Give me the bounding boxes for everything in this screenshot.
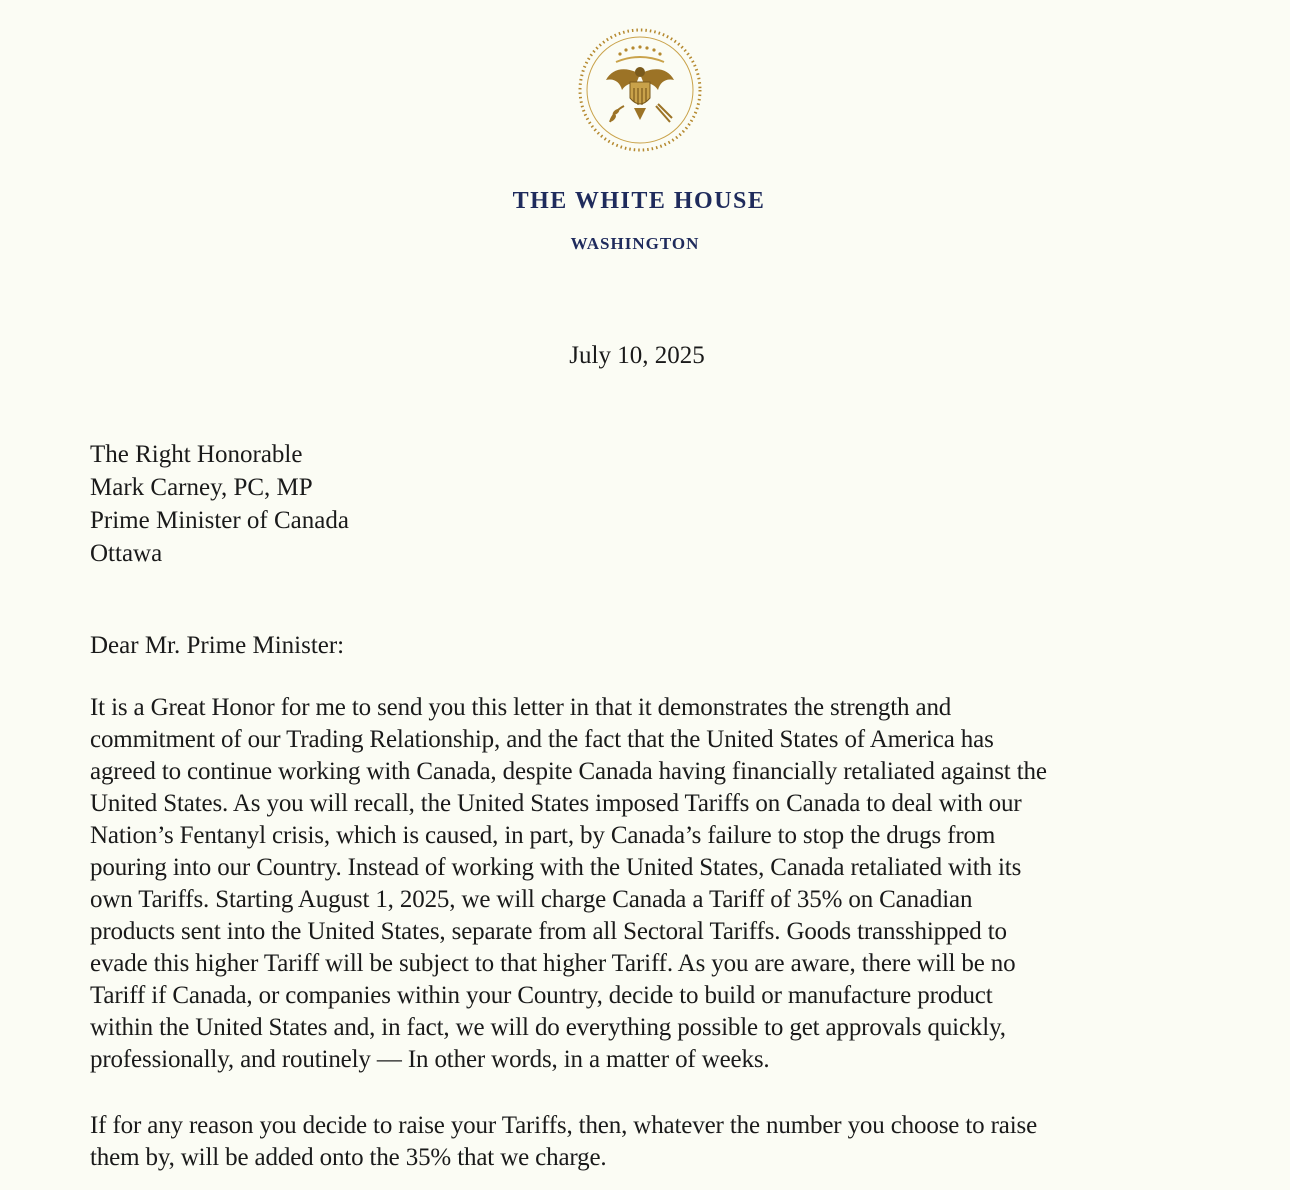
body-line: professionally, and routinely — In other words, in a matter of weeks. xyxy=(90,1046,770,1073)
body-line: Nation’s Fentanyl crisis, which is caused, in part, by Canada’s failure to stop the drugs from xyxy=(90,822,996,849)
recipient-address xyxy=(90,438,349,570)
body-line: evade this higher Tariff will be subject to that higher Tariff. As you are aware, there will be no xyxy=(90,950,1016,977)
recipient-line: Mark Carney, PC, MP xyxy=(90,474,313,501)
body-line: within the United States and, in fact, we will do everything possible to get approvals quickly, xyxy=(90,1014,1006,1041)
recipient-line: Ottawa xyxy=(90,540,163,567)
body-paragraph-2 xyxy=(90,1110,1200,1174)
body-line: pouring into our Country. Instead of working with the United States, Canada retaliated with its xyxy=(90,854,1022,881)
body-line: agreed to continue working with Canada, despite Canada having financially retaliated against the xyxy=(90,758,1047,785)
body-line: United States. As you will recall, the United States imposed Tariffs on Canada to deal with our xyxy=(90,790,1022,817)
letterhead-org-name: THE WHITE HOUSE xyxy=(512,188,766,214)
body-line: commitment of our Trading Relationship, and the fact that the United States of America has xyxy=(90,726,994,753)
body-line: them by, will be added onto the 35% that we charge. xyxy=(90,1144,607,1171)
body-line: Tariff if Canada, or companies within your Country, decide to build or manufacture product xyxy=(90,982,993,1009)
letter-date: July 10, 2025 xyxy=(569,342,705,369)
presidential-seal-icon xyxy=(576,26,704,154)
body-paragraph-1 xyxy=(90,692,1200,1076)
letterhead-city: WASHINGTON xyxy=(570,234,700,253)
body-line: products sent into the United States, separate from all Sectoral Tariffs. Goods transshipped to xyxy=(90,918,1007,945)
body-line: If for any reason you decide to raise your Tariffs, then, whatever the number you choose to raise xyxy=(90,1112,1038,1139)
body-line: It is a Great Honor for me to send you this letter in that it demonstrates the strength and xyxy=(90,694,952,721)
salutation: Dear Mr. Prime Minister: xyxy=(90,632,345,659)
recipient-line: Prime Minister of Canada xyxy=(90,507,349,534)
body-line: own Tariffs. Starting August 1, 2025, we will charge Canada a Tariff of 35% on Canadian xyxy=(90,886,973,913)
recipient-line: The Right Honorable xyxy=(90,441,303,468)
